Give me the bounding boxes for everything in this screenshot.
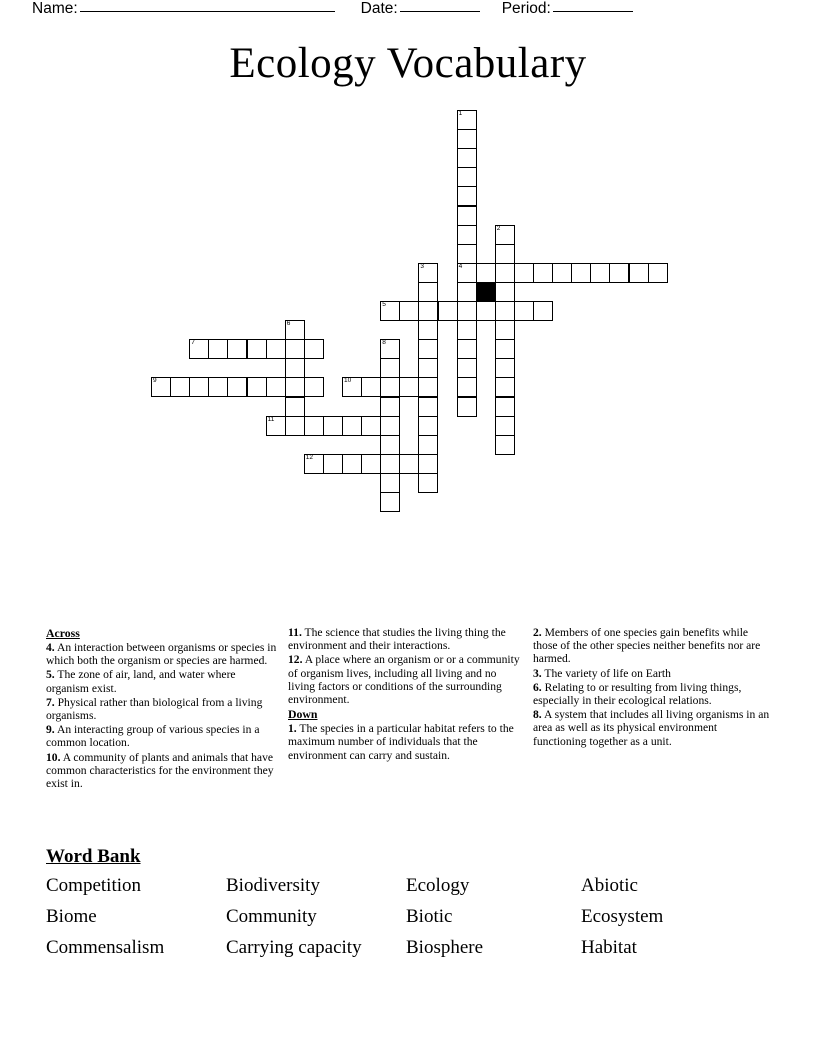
clue-item <box>288 626 526 652</box>
crossword-cell[interactable] <box>457 301 477 321</box>
crossword-cell[interactable] <box>609 263 629 283</box>
word-bank-word: Habitat <box>581 937 637 958</box>
crossword-cell[interactable] <box>495 416 515 436</box>
crossword-cell[interactable] <box>495 397 515 417</box>
crossword-cell[interactable] <box>266 377 286 397</box>
crossword-cell-number: 6 <box>286 320 291 328</box>
crossword-cell[interactable] <box>457 397 477 417</box>
crossword-grid[interactable] <box>0 0 816 520</box>
crossword-cell[interactable] <box>457 129 477 149</box>
clue-item <box>46 668 278 694</box>
crossword-cell[interactable] <box>495 320 515 340</box>
clue-number: 2. <box>533 626 542 639</box>
crossword-cell[interactable] <box>323 416 343 436</box>
crossword-cell[interactable] <box>533 263 553 283</box>
crossword-cell[interactable] <box>285 416 305 436</box>
crossword-cell[interactable] <box>495 282 515 302</box>
clue-text: A place where an organism or or a community of organism lives, including all living and no living factors or conditions of the surrounding environment. <box>288 653 520 707</box>
crossword-cell[interactable] <box>361 454 381 474</box>
crossword-cell-number: 4 <box>458 262 463 270</box>
crossword-cell[interactable] <box>457 167 477 187</box>
word-bank-word: Ecology <box>406 875 470 896</box>
clues-section <box>46 626 772 826</box>
word-bank-word: Commensalism <box>46 937 165 958</box>
crossword-cell[interactable] <box>247 377 267 397</box>
crossword-cell[interactable] <box>418 473 438 493</box>
crossword-cell[interactable] <box>533 301 553 321</box>
crossword-cell[interactable] <box>418 282 438 302</box>
crossword-cell[interactable] <box>304 454 324 474</box>
clues-column-2 <box>288 626 526 763</box>
clue-text: An interaction between organisms or species in which both the organism or species are harmed. <box>46 641 277 668</box>
clue-text: The variety of life on Earth <box>541 666 671 680</box>
word-bank-word: Biosphere <box>406 937 484 958</box>
crossword-cell[interactable] <box>227 377 247 397</box>
crossword-cell[interactable] <box>476 301 496 321</box>
crossword-cell[interactable] <box>304 339 324 359</box>
crossword-cell[interactable] <box>571 263 591 283</box>
clue-item <box>533 626 772 666</box>
crossword-cell[interactable] <box>418 339 438 359</box>
crossword-cell[interactable] <box>380 473 400 493</box>
date-label: Date: <box>360 0 398 17</box>
crossword-cell[interactable] <box>418 435 438 455</box>
crossword-cell[interactable] <box>227 339 247 359</box>
clue-item <box>46 751 278 791</box>
crossword-cell[interactable] <box>514 263 534 283</box>
clue-item <box>533 667 772 680</box>
word-bank-list <box>46 872 772 962</box>
word-bank-word: Community <box>226 906 317 927</box>
crossword-cell[interactable] <box>266 339 286 359</box>
crossword-cell[interactable] <box>457 110 477 130</box>
clue-text: Members of one species gain benefits while those of the other species neither benefits nor are harmed. <box>533 626 761 666</box>
crossword-cell-number: 1 <box>458 110 463 117</box>
clue-number: 5. <box>46 668 55 682</box>
crossword-cell[interactable] <box>629 263 649 283</box>
clue-item <box>533 681 772 707</box>
crossword-cell-number: 3 <box>420 262 425 270</box>
word-bank-word: Biome <box>46 906 97 927</box>
crossword-cell[interactable] <box>342 416 362 436</box>
crossword-cell-number: 7 <box>191 339 195 347</box>
crossword-cell[interactable] <box>342 454 362 474</box>
crossword-cell[interactable] <box>380 397 400 417</box>
crossword-cell[interactable] <box>266 416 286 436</box>
clue-text: A system that includes all living organisms in an area as well as its physical environment functioning together as a unit. <box>533 708 770 748</box>
crossword-cell[interactable] <box>380 358 400 378</box>
word-bank-word: Carrying capacity <box>226 937 362 958</box>
crossword-cell-number: 10 <box>344 377 352 385</box>
word-bank-word: Abiotic <box>581 875 638 896</box>
across-clues-part-2 <box>288 626 526 706</box>
crossword-cell[interactable] <box>247 339 267 359</box>
clue-number: 7. <box>46 695 55 709</box>
name-label: Name: <box>32 0 78 17</box>
clue-text: The species in a particular habitat refers to the maximum number of individuals that the environment can carry and sustain. <box>288 722 514 762</box>
crossword-cell[interactable] <box>457 377 477 397</box>
crossword-cell[interactable] <box>495 244 515 264</box>
crossword-cell[interactable] <box>648 263 668 283</box>
clue-text: The zone of air, land, and water where organism exist. <box>46 668 236 695</box>
crossword-cell-number: 9 <box>153 377 157 385</box>
crossword-cell[interactable] <box>285 377 305 397</box>
crossword-cell[interactable] <box>151 377 171 397</box>
across-heading: Across <box>46 626 80 640</box>
clue-text: Physical rather than biological from a living organisms. <box>46 695 263 723</box>
word-bank-section <box>46 845 772 962</box>
crossword-cell[interactable] <box>495 435 515 455</box>
crossword-cell[interactable] <box>457 263 477 283</box>
clues-column-1 <box>46 626 278 791</box>
crossword-cell-number: 12 <box>305 453 314 461</box>
down-heading: Down <box>288 707 318 722</box>
clue-number: 8. <box>533 708 542 722</box>
crossword-cell[interactable] <box>189 377 209 397</box>
clue-text: A community of plants and animals that have common characteristics for the environment they exist in. <box>46 750 274 791</box>
crossword-cell[interactable] <box>418 416 438 436</box>
crossword-cell[interactable] <box>495 377 515 397</box>
crossword-cell[interactable] <box>380 492 400 512</box>
down-clues-part-2 <box>533 626 772 748</box>
crossword-blocked-cell <box>476 282 496 302</box>
crossword-cell[interactable] <box>361 416 381 436</box>
clue-number: 9. <box>46 723 55 737</box>
word-bank-word: Biodiversity <box>226 875 320 896</box>
clue-number: 1. <box>288 722 297 736</box>
crossword-cell[interactable] <box>342 377 362 397</box>
crossword-cell[interactable] <box>380 416 400 436</box>
crossword-cell-number: 5 <box>382 301 386 308</box>
crossword-cell[interactable] <box>418 320 438 340</box>
crossword-cell[interactable] <box>380 301 400 321</box>
clue-item <box>46 641 278 667</box>
crossword-cell[interactable] <box>514 301 534 321</box>
crossword-cell[interactable] <box>304 416 324 436</box>
crossword-cell[interactable] <box>285 397 305 417</box>
clue-text: The science that studies the living thing the environment and their interactions. <box>288 626 506 653</box>
crossword-cell[interactable] <box>285 358 305 378</box>
crossword-cell[interactable] <box>457 358 477 378</box>
crossword-cell[interactable] <box>418 397 438 417</box>
clue-number: 10. <box>46 750 61 764</box>
clue-text: An interacting group of various species in a common location. <box>46 723 260 750</box>
crossword-cell[interactable] <box>457 320 477 340</box>
clues-column-3 <box>533 626 772 749</box>
word-bank-word: Biotic <box>406 906 453 927</box>
period-label: Period: <box>501 0 551 17</box>
across-clues-part-1 <box>46 641 278 790</box>
crossword-cell[interactable] <box>457 148 477 168</box>
down-clues-part-1 <box>288 722 526 762</box>
crossword-cell-number: 2 <box>496 224 501 232</box>
crossword-cell-number: 8 <box>382 339 386 347</box>
crossword-cell[interactable] <box>399 377 419 397</box>
clue-number: 4. <box>46 641 55 654</box>
clue-item <box>533 708 772 748</box>
crossword-cell[interactable] <box>418 263 438 283</box>
crossword-cell[interactable] <box>590 263 610 283</box>
crossword-cell[interactable] <box>380 377 400 397</box>
crossword-cell[interactable] <box>495 358 515 378</box>
crossword-cell[interactable] <box>438 301 458 321</box>
crossword-cell[interactable] <box>189 339 209 359</box>
word-bank-word: Ecosystem <box>581 906 664 927</box>
crossword-cell[interactable] <box>208 339 228 359</box>
crossword-cell[interactable] <box>285 320 305 340</box>
crossword-cell[interactable] <box>457 244 477 264</box>
clue-number: 6. <box>533 680 542 694</box>
word-bank-title: Word Bank <box>46 846 141 867</box>
crossword-cell[interactable] <box>380 339 400 359</box>
crossword-cell[interactable] <box>380 454 400 474</box>
crossword-cell[interactable] <box>380 435 400 455</box>
crossword-cell[interactable] <box>495 225 515 245</box>
clue-text: Relating to or resulting from living things, especially in their ecological relations. <box>533 680 742 708</box>
crossword-cell[interactable] <box>495 263 515 283</box>
crossword-cell[interactable] <box>170 377 190 397</box>
word-bank-word: Competition <box>46 875 141 896</box>
crossword-cell[interactable] <box>457 186 477 206</box>
clue-number: 3. <box>533 666 542 680</box>
crossword-cell[interactable] <box>304 377 324 397</box>
crossword-cell[interactable] <box>418 377 438 397</box>
crossword-cell[interactable] <box>399 301 419 321</box>
crossword-cell[interactable] <box>476 263 496 283</box>
crossword-cell[interactable] <box>495 339 515 359</box>
crossword-cell[interactable] <box>552 263 572 283</box>
clue-item <box>288 653 526 706</box>
crossword-cell[interactable] <box>399 454 419 474</box>
crossword-cell[interactable] <box>208 377 228 397</box>
clue-number: 12. <box>288 653 303 667</box>
crossword-cell[interactable] <box>457 282 477 302</box>
crossword-cell[interactable] <box>323 454 343 474</box>
crossword-cell[interactable] <box>361 377 381 397</box>
clue-item <box>288 722 526 762</box>
crossword-cell[interactable] <box>457 339 477 359</box>
crossword-cell[interactable] <box>418 301 438 321</box>
crossword-cell[interactable] <box>457 206 477 226</box>
clue-number: 11. <box>288 626 302 639</box>
clue-item <box>46 723 278 749</box>
crossword-cell[interactable] <box>285 339 305 359</box>
crossword-cell[interactable] <box>418 358 438 378</box>
clue-item <box>46 696 278 722</box>
crossword-cell[interactable] <box>457 225 477 245</box>
page-title: Ecology Vocabulary <box>229 40 587 87</box>
crossword-cell-number: 11 <box>267 415 275 423</box>
crossword-cell[interactable] <box>418 454 438 474</box>
crossword-cell[interactable] <box>495 301 515 321</box>
